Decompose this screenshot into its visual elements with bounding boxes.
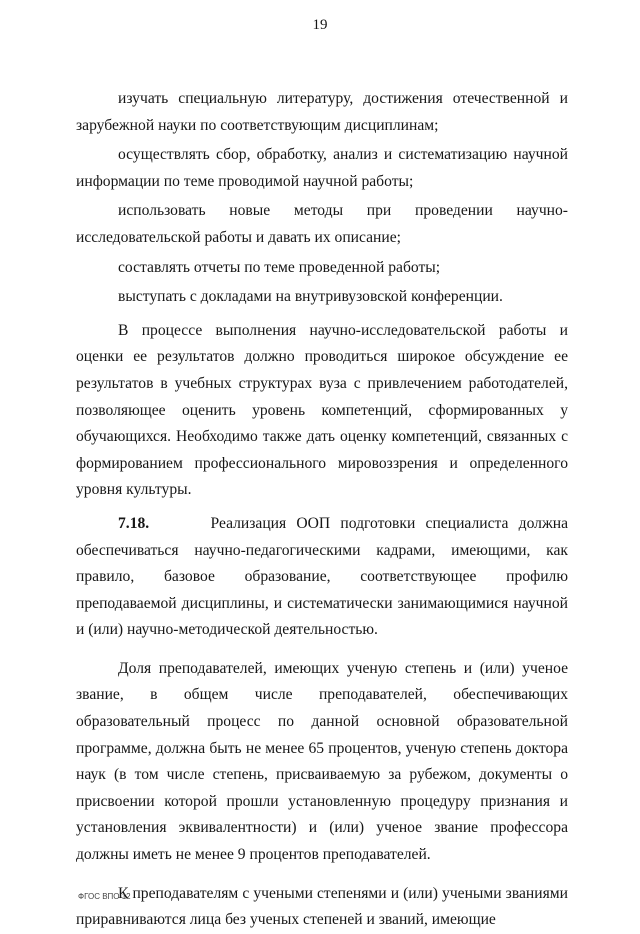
list-item: осуществлять сбор, обработку, анализ и систематизацию научной информации по теме проводимой научной работы;: [76, 146, 568, 190]
section-paragraph: [76, 511, 568, 644]
section-number: 7.18.: [118, 514, 150, 532]
list-item: использовать новые методы при проведении научно-исследовательской работы и давать их описание;: [76, 202, 568, 246]
list-item: выступать с докладами на внутривузовской конференции.: [118, 288, 503, 306]
list-item: составлять отчеты по теме проведенной работы;: [118, 258, 441, 276]
list-item: изучать специальную литературу, достижения отечественной и зарубежной науки по соответствующим дисциплинам;: [76, 90, 568, 134]
footer-label: ФГОС ВПО 12: [78, 892, 131, 901]
paragraph: К преподавателям с учеными степенями и (или) учеными званиями приравниваются лица без ученых степеней и званий, имеющие: [76, 884, 568, 929]
document-body: [76, 86, 568, 934]
paragraph: В процессе выполнения научно-исследовательской работы и оценки ее результатов должно проводиться широкое обсуждение ее результатов в учебных структурах вуза с привлечением работодателей, позволяющее оценить уровень компетенций, сформированных у обучающихся. Необходимо также дать оценку компетенций, связанных с формированием профессионального мировоззрения и определенного уровня культуры.: [76, 321, 568, 499]
paragraph: Доля преподавателей, имеющих ученую степень и (или) ученое звание, в общем числе преподавателей, обеспечивающих образовательный процесс по данной основной образовательной программе, должна быть не менее 65 процентов, ученую степень доктора наук (в том числе степень, присваиваемую за рубежом, документы о присвоении которой прошли установленную процедуру признания и установления эквивалентности) и (или) ученое звание профессора должны иметь не менее 9 процентов преподавателей.: [76, 659, 568, 864]
page-number: 19: [312, 17, 328, 33]
section-text: Реализация ООП подготовки специалиста должна обеспечиваться научно-педагогическими кадрами, имеющими, как правило, базовое образование, соответствующее профилю преподаваемой дисциплины, и систематически занимающимися научной и (или) научно-методической деятельностью.: [76, 514, 569, 639]
